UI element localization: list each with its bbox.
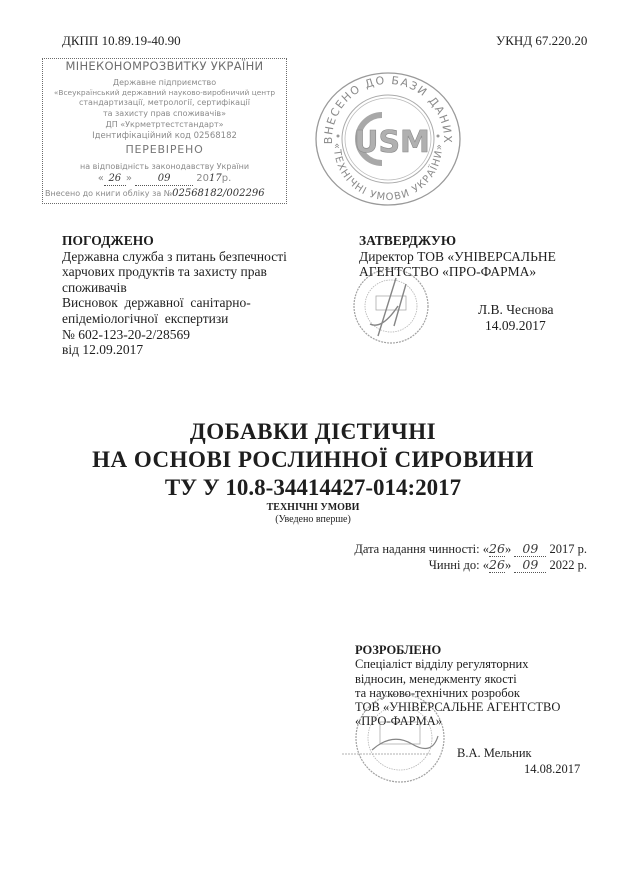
valid-year: 2022 р. [549, 558, 587, 572]
stamp-line: ДП «Укрметртестстандарт» [105, 120, 224, 129]
company-seal-icon [348, 266, 434, 346]
approved-line: Директор ТОВ «УНІВЕРСАЛЬНЕ [359, 248, 556, 264]
stamp-line: стандартизації, метрології, сертифікації [79, 98, 250, 107]
developed-signer: В.А. Мельник [457, 746, 532, 760]
stamp-line: «Всеукраїнський державний науково-виробничий центр [53, 88, 276, 97]
company-seal-icon [342, 692, 458, 792]
agreed-line: споживачів [62, 279, 127, 295]
stamp-line: та захисту прав споживачів» [102, 109, 227, 118]
doc-title-line2: НА ОСНОВІ РОСЛИННОЇ СИРОВИНИ [92, 447, 534, 472]
stamp-compliance: на відповідність законодавству України [79, 162, 250, 171]
developed-line: та науково-технічних розробок [355, 685, 520, 700]
developed-company-seal [342, 692, 458, 797]
developed-line: ТОВ «УНІВЕРСАЛЬНЕ АГЕНТСТВО [355, 700, 561, 715]
stamp-registry-number: 02568182/002296 [172, 188, 265, 199]
approved-company-seal [348, 266, 434, 351]
agreed-line: епідеміологічної експертизи [62, 310, 229, 326]
stamp-date: « 26 » 09 2017р. [97, 173, 232, 184]
stamp-ministry: МІНЕКОНОМРОЗВИТКУ УКРАЇНИ [65, 59, 264, 73]
doc-spec-number: ТУ У 10.8-34414427-014:2017 [164, 475, 462, 500]
developed-heading: РОЗРОБЛЕНО [355, 643, 442, 657]
stamp-date-month: 09 [135, 173, 193, 186]
agreed-line: Висновок державної санітарно- [62, 295, 251, 311]
stamp-id-code: Ідентифікаційний код 02568182 [92, 131, 237, 141]
approved-line: АГЕНТСТВО «ПРО-ФАРМА» [359, 264, 537, 280]
doc-subtitle: ТЕХНІЧНІ УМОВИ [266, 502, 360, 513]
agreed-block [62, 233, 332, 358]
developed-line: «ПРО-ФАРМА» [355, 714, 443, 729]
approved-heading: ЗАТВЕРДЖУЮ [359, 233, 457, 248]
agreed-conclusion-number: № 602-123-20-2/28569 [62, 326, 190, 342]
developed-line: Спеціаліст відділу регуляторних [355, 657, 529, 672]
approved-signer: Л.В. Чеснова [478, 302, 554, 317]
valid-day: 26 [489, 557, 505, 572]
usm-seal-icon [312, 68, 464, 208]
stamp-checked: ПЕРЕВІРЕНО [125, 143, 204, 156]
usm-stamp [312, 68, 464, 208]
uknd-code: УКНД 67.220.20 [496, 33, 588, 48]
agreed-heading: ПОГОДЖЕНО [62, 233, 154, 248]
valid-month: 09 [514, 557, 546, 573]
svg-text:USM: USM [354, 125, 430, 160]
stamp-registry: Внесено до книги обліку за №02568182/002296 [45, 188, 265, 199]
valid-until-line: Чинні до: «26» 09 2022 р. [428, 557, 587, 572]
doc-title-line1: ДОБАВКИ ДІЄТИЧНІ [189, 419, 437, 444]
registration-stamp [42, 58, 287, 204]
developed-line: відносин, менеджменту якості [355, 671, 517, 686]
stamp-date-day: 26 [104, 173, 126, 186]
stamp-line: Державне підприємство [112, 78, 217, 87]
svg-text:«ТЕХНІЧНІ УМОВИ УКРАЇНИ»: «ТЕХНІЧНІ УМОВИ УКРАЇНИ» [330, 142, 446, 204]
approved-date: 14.09.2017 [485, 318, 546, 333]
developed-date: 14.08.2017 [524, 762, 581, 776]
svg-text:ВНЕСЕНО ДО БАЗИ ДАНИХ: ВНЕСЕНО ДО БАЗИ ДАНИХ [321, 73, 455, 145]
doc-note: (Уведено вперше) [275, 514, 351, 525]
agreed-date: від 12.09.2017 [62, 342, 144, 358]
dkpp-code: ДКПП 10.89.19-40.90 [62, 33, 181, 48]
effective-date-line: Дата надання чинності: «26» 09 2017 р. [354, 541, 587, 556]
agreed-line: Державна служба з питань безпечності [62, 248, 287, 264]
effective-day: 26 [489, 541, 505, 556]
agreed-line: харчових продуктів та захисту прав [62, 264, 267, 280]
effective-month: 09 [514, 541, 546, 557]
effective-year: 2017 р. [549, 542, 587, 556]
